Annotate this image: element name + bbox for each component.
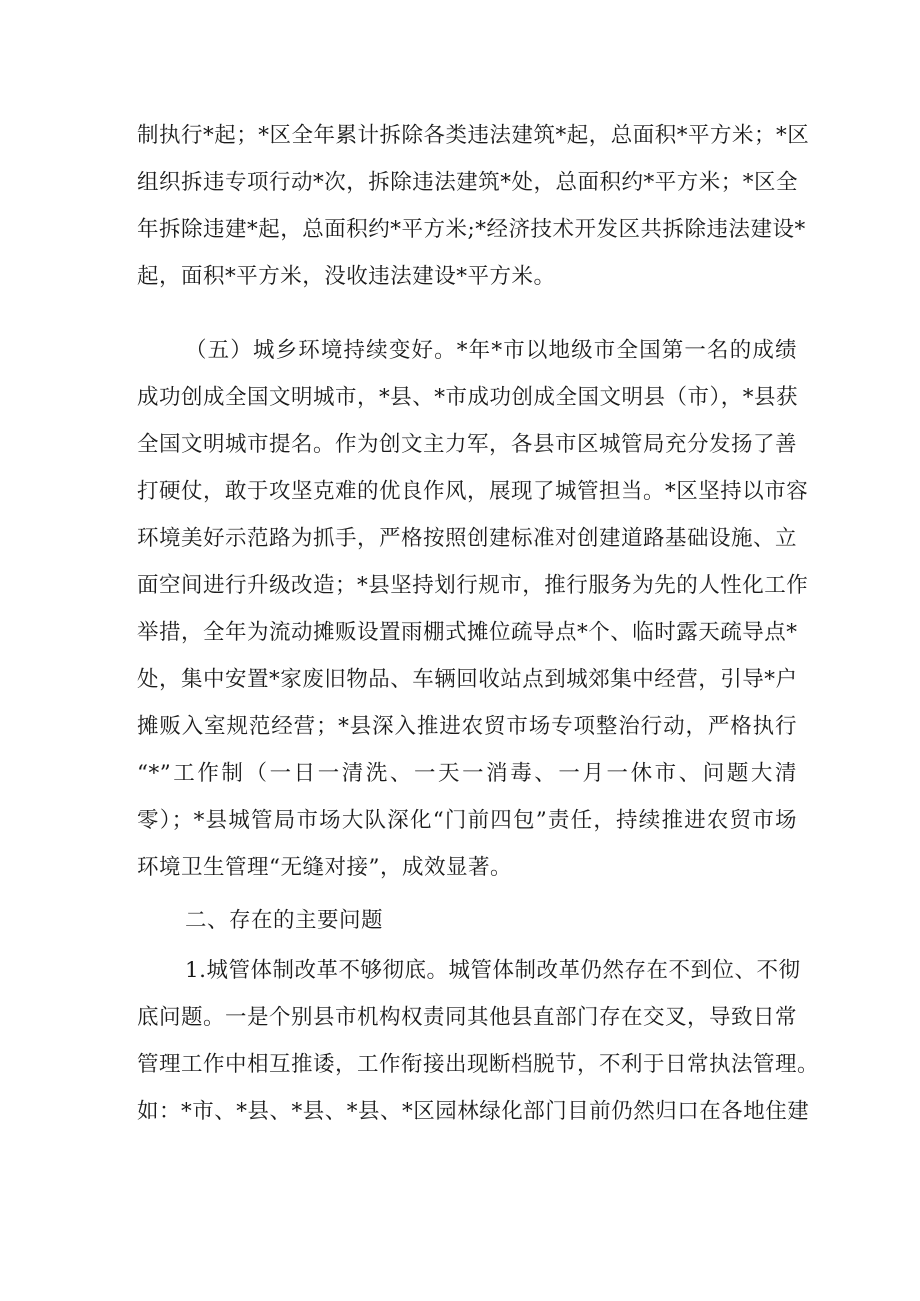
paragraph-2-line-11: 零）；*县城管局市场大队深化“门前四包”责任，持续推进农贸市场 (137, 808, 797, 833)
paragraph-3-line-1: 1.城管体制改革不够彻底。城管体制改革仍然存在不到位、不彻 (185, 958, 801, 983)
paragraph-3-line-2: 底问题。一是个别县市机构权责同其他县直部门存在交叉，导致日常 (137, 1005, 798, 1030)
paragraph-2-line-4: 打硬仗，敢于攻坚克难的优良作风，展现了城管担当。*区坚持以市容 (137, 479, 809, 504)
paragraph-2-line-5: 环境美好示范路为抓手，严格按照创建标准对创建道路基础设施、立 (137, 526, 798, 551)
paragraph-2-line-6: 面空间进行升级改造；*县坚持划行规市，推行服务为先的人性化工作 (137, 573, 809, 598)
paragraph-1-line-2: 组织拆违专项行动*次，拆除违法建筑*处，总面积约*平方米；*区全 (137, 170, 799, 195)
paragraph-2-line-7: 举措，全年为流动摊贩设置雨棚式摊位疏导点*个、临时露天疏导点* (137, 620, 798, 645)
paragraph-3-line-3: 管理工作中相互推诿，工作衔接出现断档脱节，不利于日常执法管理。 (137, 1052, 820, 1077)
paragraph-2-line-12: 环境卫生管理“无缝对接”，成效显著。 (137, 855, 512, 880)
paragraph-1-line-3: 年拆除违建*起，总面积约*平方米;*经济技术开发区共拆除违法建设* (137, 217, 806, 242)
paragraph-2-line-3: 全国文明城市提名。作为创文主力军，各县市区城管局充分发扬了善 (137, 432, 798, 457)
paragraph-2-line-2: 成功创成全国文明城市，*县、*市成功创成全国文明县（市），*县获 (137, 385, 799, 410)
paragraph-3-line-4: 如：*市、*县、*县、*县、*区园林绿化部门目前仍然归口在各地住建 (137, 1099, 810, 1124)
paragraph-2-line-8: 处，集中安置*家废旧物品、车辆回收站点到城郊集中经营，引导*户 (137, 667, 798, 692)
section-heading: 二、存在的主要问题 (185, 908, 384, 933)
paragraph-2-line-9: 摊贩入室规范经营；*县深入推进农贸市场专项整治行动，严格执行 (137, 714, 797, 739)
paragraph-2-line-10: “*”工作制（一日一清洗、一天一消毒、一月一休市、问题大清 (137, 761, 797, 786)
paragraph-2-line-1: （五）城乡环境持续变好。*年*市以地级市全国第一名的成绩 (185, 338, 797, 363)
paragraph-1-line-4: 起，面积*平方米，没收违法建设*平方米。 (137, 264, 556, 289)
paragraph-1-line-1: 制执行*起；*区全年累计拆除各类违法建筑*起，总面积*平方米；*区 (137, 123, 810, 148)
